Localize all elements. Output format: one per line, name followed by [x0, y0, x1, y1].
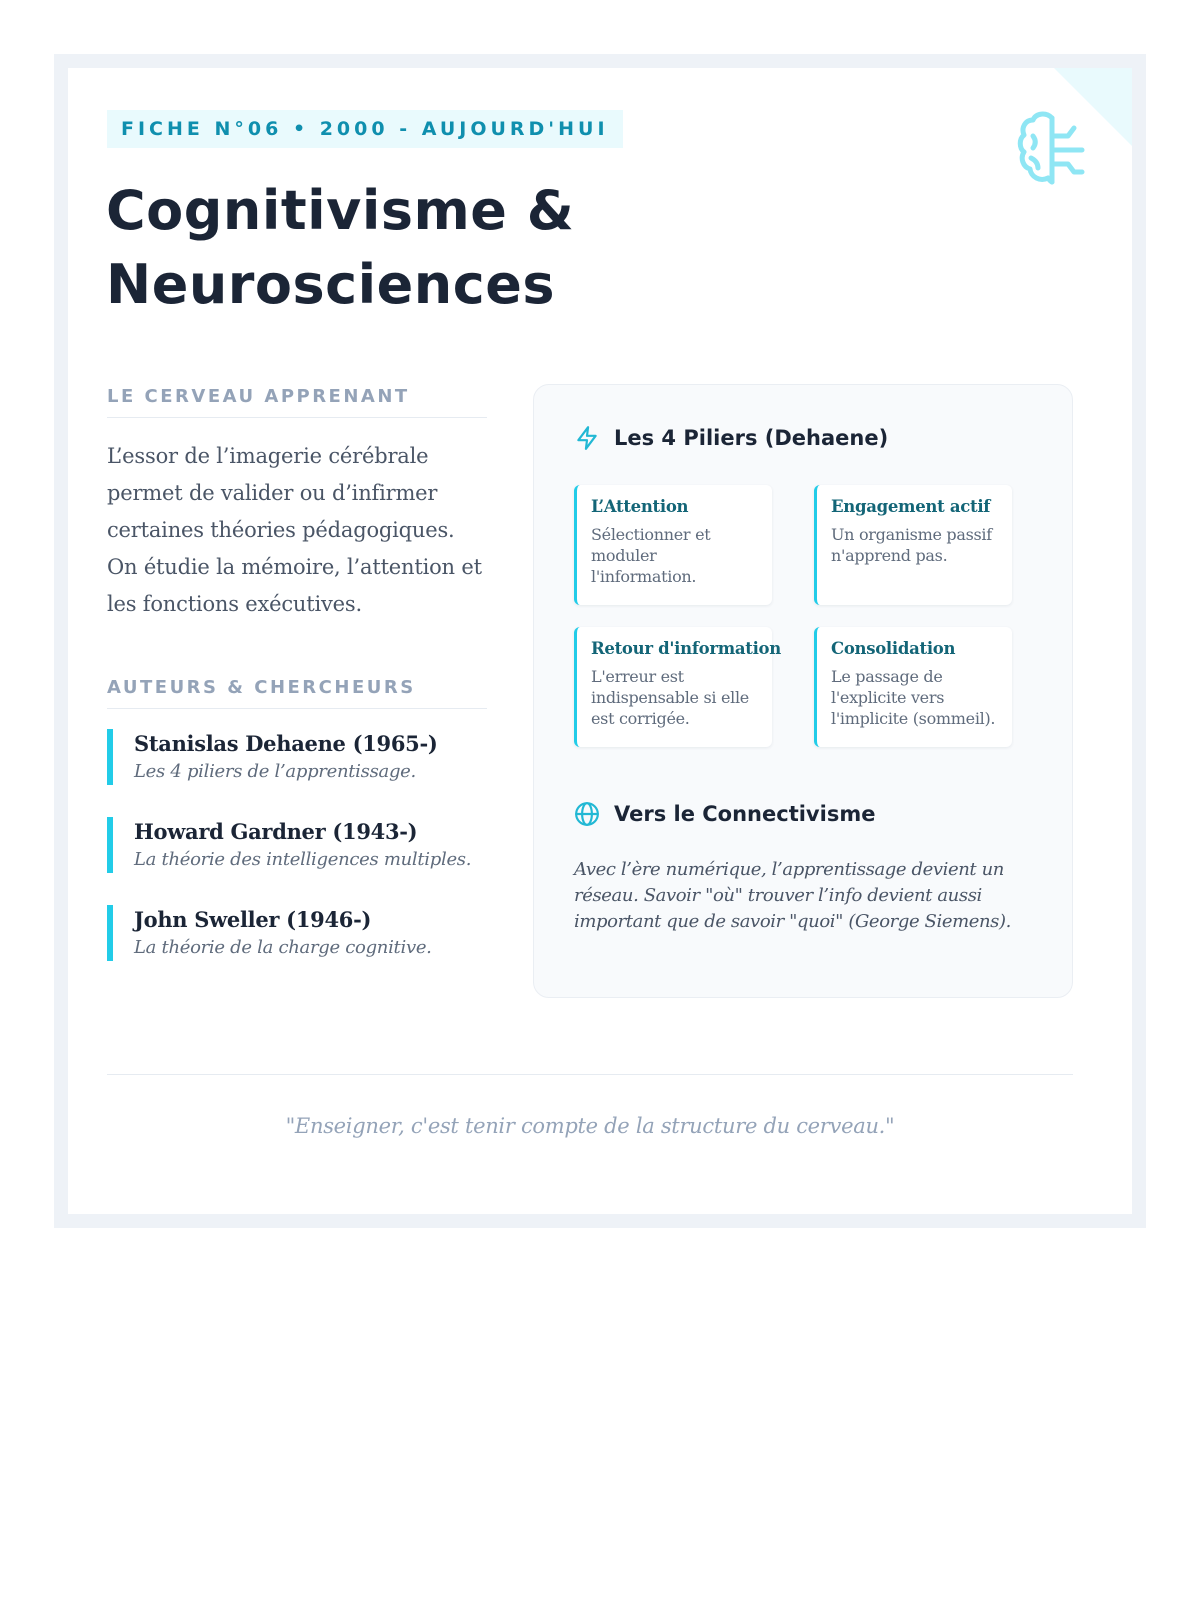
lightning-icon: [574, 425, 600, 451]
left-column: [107, 386, 487, 961]
globe-icon: [574, 801, 600, 827]
author-desc: La théorie de la charge cognitive.: [134, 937, 432, 958]
pillar-card: [574, 627, 781, 747]
pillar-title: Consolidation: [831, 639, 956, 658]
connectivism-heading-text: Vers le Connectivisme: [614, 802, 876, 826]
section-label-cerveau: LE CERVEAU APPRENANT: [107, 386, 487, 418]
author-name: Howard Gardner (1943-): [134, 819, 418, 844]
author-item: [107, 817, 487, 873]
pillar-card: [814, 485, 1012, 605]
pillars-heading-text: Les 4 Piliers (Dehaene): [614, 426, 889, 450]
title-line-2: Neurosciences: [106, 253, 555, 316]
brain-icon: [1016, 108, 1090, 188]
author-item: [107, 729, 487, 785]
connectivism-text: Avec l’ère numérique, l’apprentissage devient un réseau. Savoir "où" trouver l’info devient aussi important que de savoir "quoi" (George Siemens).: [574, 859, 1011, 932]
intro-paragraph: L’essor de l’imagerie cérébrale permet de valider ou d’infirmer certaines théories pédagogiques. On étudie la mémoire, l’attention et les fonctions exécutives.: [107, 444, 482, 616]
pillar-text: Le passage de l'explicite vers l'implicite (sommeil).: [831, 667, 996, 728]
footer-quote: "Enseigner, c'est tenir compte de la structure du cerveau.": [285, 1114, 895, 1138]
author-desc: Les 4 piliers de l’apprentissage.: [134, 761, 416, 782]
page-title: [106, 174, 806, 322]
author-name: John Sweller (1946-): [134, 907, 372, 932]
pillar-text: Un organisme passif n'apprend pas.: [831, 525, 992, 565]
pillar-title: L’Attention: [591, 497, 689, 516]
title-line-1: Cognitivisme &: [106, 179, 575, 242]
author-item: [107, 905, 487, 961]
pillar-text: L'erreur est indispensable si elle est corrigée.: [591, 667, 749, 728]
pillar-card: [814, 627, 1012, 747]
pillar-title: Retour d'information: [591, 639, 781, 658]
author-name: Stanislas Dehaene (1965-): [134, 731, 438, 756]
section-label-auteurs: AUTEURS & CHERCHEURS: [107, 677, 487, 709]
fiche-card: [68, 68, 1132, 1214]
connectivism-heading: [574, 801, 875, 827]
pillar-title: Engagement actif: [831, 497, 991, 516]
pillar-card: [574, 485, 772, 605]
pillars-heading: [574, 425, 888, 451]
pillar-text: Sélectionner et moduler l'information.: [591, 525, 711, 586]
footer-divider: [107, 1074, 1073, 1075]
author-desc: La théorie des intelligences multiples.: [134, 849, 472, 870]
pillars-panel: [533, 384, 1073, 998]
fiche-tag: FICHE N°06 • 2000 - AUJOURD'HUI: [107, 110, 623, 148]
